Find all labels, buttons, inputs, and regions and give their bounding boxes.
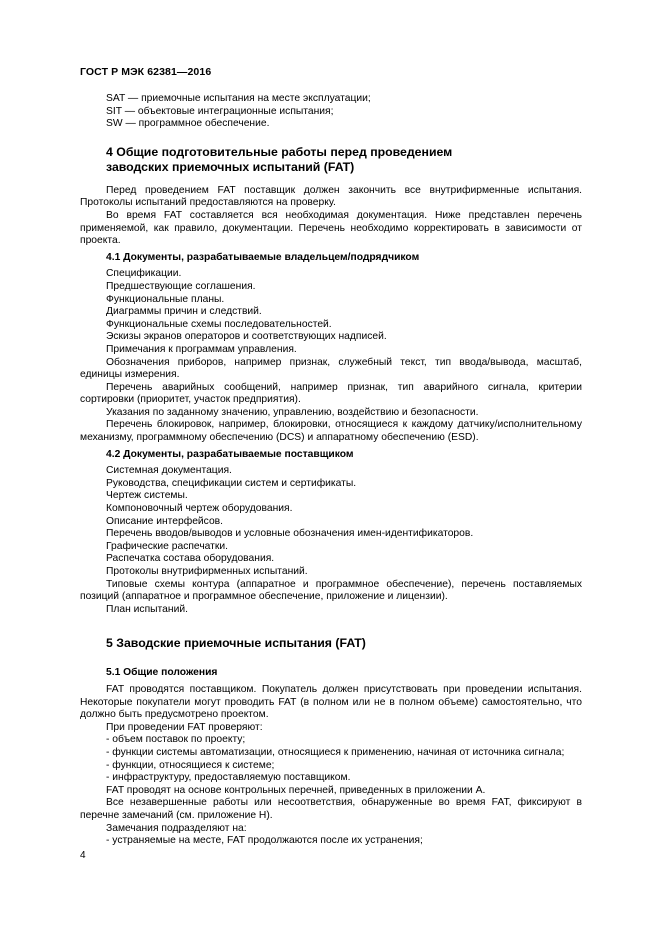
section-5-1-paragraph-4: Все незавершенные работы или несоответствия, обнаруженные во время FAT, фиксируют в перечне замечаний (см. приложение Н). bbox=[80, 797, 582, 821]
doc-list-item: Функциональные планы. bbox=[106, 293, 225, 305]
check-item: - объем поставок по проекту; bbox=[106, 734, 246, 746]
doc-list-item: Предшествующие соглашения. bbox=[106, 280, 256, 292]
doc-list-item: Компоновочный чертеж оборудования. bbox=[106, 503, 293, 515]
check-item: - инфраструктуру, предоставляемую поставщиком. bbox=[106, 772, 351, 784]
abbrev-sit: SIT — объектовые интеграционные испытания; bbox=[106, 105, 334, 117]
doc-list-item: Описание интерфейсов. bbox=[106, 515, 224, 527]
doc-list-item: Диаграммы причин и следствий. bbox=[106, 306, 262, 318]
doc-list-item-long: Типовые схемы контура (аппаратное и программное обеспечение), перечень поставляемых позиций (аппаратное и программное обеспечение, приложение и лицензии). bbox=[80, 578, 582, 603]
page-number: 4 bbox=[80, 850, 86, 861]
doc-list-item-long: Перечень блокировок, например, блокировки, относящиеся к каждому датчику/исполнительному механизму, программному обеспечению (DCS) и аппаратному обеспечению (ESD). bbox=[80, 419, 582, 444]
section-5-1-paragraph-5: Замечания подразделяют на: bbox=[106, 822, 247, 834]
section-4-title bbox=[106, 145, 582, 175]
doc-list-item: План испытаний. bbox=[106, 603, 188, 615]
doc-list-item-long: Перечень аварийных сообщений, например признак, тип аварийного сигнала, критерии сортировки (приоритет, участок предприятия). bbox=[80, 381, 582, 406]
doc-list-item: Функциональные схемы последовательностей. bbox=[106, 318, 332, 330]
doc-list-item: Руководства, спецификации систем и сертификаты. bbox=[106, 477, 357, 489]
section-5-1-title: 5.1 Общие положения bbox=[106, 667, 218, 679]
document-header: ГОСТ Р МЭК 62381—2016 bbox=[80, 66, 212, 78]
doc-list-item: Распечатка состава оборудования. bbox=[106, 553, 275, 565]
doc-list-item: Примечания к программам управления. bbox=[106, 343, 297, 355]
doc-list-item: Системная документация. bbox=[106, 465, 232, 477]
abbrev-sat: SAT — приемочные испытания на месте эксплуатации; bbox=[106, 93, 371, 104]
section-4-title-line1: 4 Общие подготовительные работы перед проведением bbox=[106, 144, 453, 159]
section-5-1-paragraph-1: FAT проводятся поставщиком. Покупатель должен присутствовать при проведении испытания. Некоторые покупатели могут проводить FAT (в полном или не в полном объеме) самостоятельно, что должно быть предусмотрено проектом. bbox=[80, 683, 582, 721]
section-4-paragraph-1: Перед проведением FAT поставщик должен закончить все внутрифирменные испытания. Протоколы испытаний предоставляются на проверку. bbox=[80, 184, 582, 209]
doc-list-item: Перечень вводов/выводов и условные обозначения имен-идентификаторов. bbox=[106, 528, 474, 540]
section-5-1-paragraph-2: При проведении FAT проверяют: bbox=[106, 721, 263, 733]
section-4-paragraph-2: Во время FAT составляется вся необходимая документация. Ниже представлен перечень применяемой, как правило, документации. Перечень необходимо корректировать в зависимости от проекта. bbox=[80, 209, 582, 247]
check-item: - функции, относящиеся к системе; bbox=[106, 759, 275, 771]
doc-list-item: Эскизы экранов операторов и соответствующих надписей. bbox=[106, 331, 387, 343]
section-4-title-line2: заводских приемочных испытаний (FAT) bbox=[106, 159, 355, 174]
section-4-1-title: 4.1 Документы, разрабатываемые владельцем/подрядчиком bbox=[106, 251, 420, 263]
check-item: - функции системы автоматизации, относящиеся к применению, начиная от источника сигнала; bbox=[106, 746, 565, 758]
section-5-title: 5 Заводские приемочные испытания (FAT) bbox=[106, 636, 366, 651]
section-4-2-title: 4.2 Документы, разрабатываемые поставщиком bbox=[106, 448, 354, 460]
doc-list-item: Спецификации. bbox=[106, 268, 182, 280]
doc-list-item: Протоколы внутрифирменных испытаний. bbox=[106, 566, 308, 577]
doc-list-item: Указания по заданному значению, управлению, воздействию и безопасности. bbox=[106, 406, 479, 418]
doc-list-item: Чертеж системы. bbox=[106, 490, 188, 502]
section-5-1-paragraph-6: - устраняемые на месте, FAT продолжаются после их устранения; bbox=[106, 835, 423, 847]
section-5-1-paragraph-3: FAT проводят на основе контрольных перечней, приведенных в приложении А. bbox=[106, 784, 486, 796]
abbrev-sw: SW — программное обеспечение. bbox=[106, 118, 270, 130]
page-content bbox=[80, 93, 582, 848]
doc-list-item-long: Обозначения приборов, например признак, служебный текст, тип ввода/вывода, масштаб, единицы измерения. bbox=[80, 356, 582, 381]
doc-list-item: Графические распечатки. bbox=[106, 540, 229, 552]
